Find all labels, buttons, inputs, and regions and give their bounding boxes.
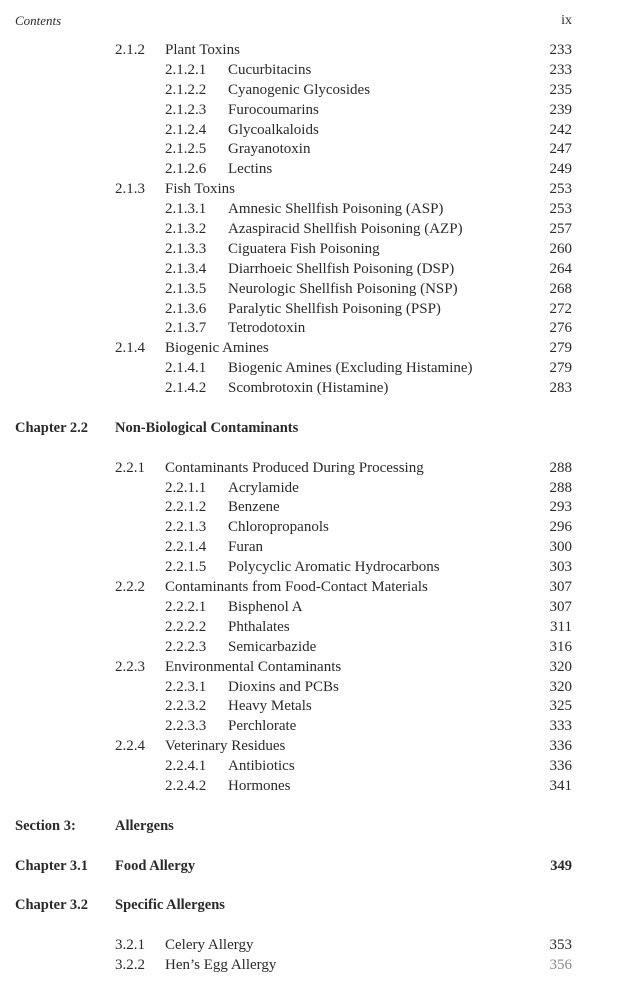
entry-page: 320 [549,658,572,675]
page-number: ix [561,13,572,28]
entry-number: 2.1.2.3 [165,101,207,118]
entry-page: 253 [549,201,572,218]
entry-title: Acrylamide [228,479,299,496]
entry-number: 2.1.3.1 [165,201,207,218]
entry-number: 2.2.3.2 [165,698,207,715]
spacer [0,916,617,936]
toc-entry[interactable] [0,578,617,598]
entry-page: 336 [549,758,572,775]
toc-entry[interactable] [0,737,617,757]
entry-number: 2.1.3 [115,181,145,198]
entry-number: 2.1.2.2 [165,81,207,98]
entry-title: Environmental Contaminants [165,658,342,675]
entry-number: 2.1.2 [115,42,145,58]
entry-title: Chloropropanols [228,519,329,536]
entry-title: Polycyclic Aromatic Hydrocarbons [228,559,440,576]
entry-title: Hen’s Egg Allergy [165,956,277,973]
entry-title: Allergens [115,817,174,834]
toc-entry[interactable] [0,678,617,698]
entry-page: 264 [549,260,572,277]
toc-entry[interactable] [0,339,617,359]
entry-page: 233 [549,61,572,78]
entry-number: 2.2.4 [115,738,145,755]
entry-title: Glycoalkaloids [228,121,319,138]
entry-number: Chapter 2.2 [15,419,89,436]
entry-page: 268 [549,280,572,297]
entry-number: 2.1.2.5 [165,141,207,158]
toc-entry[interactable] [0,757,617,777]
toc-chapter-entry[interactable] [0,857,617,877]
toc-entry[interactable] [0,101,617,121]
entry-title: Furocoumarins [228,101,319,118]
entry-title: Grayanotoxin [228,141,311,158]
running-header [15,13,572,33]
toc-entry[interactable] [0,41,617,61]
toc-entry[interactable] [0,61,617,81]
entry-page: 272 [549,300,572,317]
entry-number: 2.2.1.4 [165,539,207,556]
entry-title: Ciguatera Fish Poisoning [228,240,380,257]
entry-number: 2.2.2.2 [165,618,207,635]
entry-number: 2.1.3.4 [165,260,207,277]
toc-entry[interactable] [0,598,617,618]
entry-title: Biogenic Amines (Excluding Histamine) [228,360,473,377]
entry-page: 307 [549,579,572,596]
entry-title: Benzene [228,499,280,516]
entry-number: 2.2.1.5 [165,559,207,576]
entry-page: 303 [549,559,572,576]
entry-title: Azaspiracid Shellfish Poisoning (AZP) [228,221,463,238]
toc-entry[interactable] [0,697,617,717]
entry-page: 279 [549,340,572,357]
toc-chapter-entry[interactable] [0,419,617,439]
entry-number: 2.1.3.2 [165,221,207,238]
toc-entry[interactable] [0,618,617,638]
entry-number: 2.2.3.1 [165,678,207,695]
entry-page: 276 [549,320,572,337]
running-title: Contents [15,13,62,28]
entry-page: 260 [549,240,572,257]
entry-title: Furan [228,539,263,556]
entry-number: 2.2.1.1 [165,479,207,496]
toc-entry[interactable] [0,558,617,578]
entry-number: 2.1.3.6 [165,300,207,317]
spacer [0,399,617,419]
entry-title: Fish Toxins [165,181,235,198]
toc-entry[interactable] [0,498,617,518]
entry-title: Specific Allergens [115,897,225,914]
toc-entry[interactable] [0,479,617,499]
entry-page: 296 [549,519,572,536]
toc-entry[interactable] [0,359,617,379]
entry-title: Tetrodotoxin [228,320,306,337]
toc-chapter-entry[interactable] [0,817,617,837]
toc-entry[interactable] [0,240,617,260]
entry-page: 283 [549,380,572,397]
entry-number: 2.1.2.4 [165,121,207,138]
entry-title: Biogenic Amines [165,340,269,357]
entry-title: Plant Toxins [165,42,240,58]
entry-number: 2.2.3.3 [165,718,207,735]
entry-page: 311 [550,618,572,635]
entry-title: Bisphenol A [228,598,303,615]
entry-number: Chapter 3.2 [15,897,89,914]
entry-page: 288 [549,459,572,476]
entry-page: 320 [549,678,572,695]
entry-page: 333 [549,718,572,735]
entry-number: 2.2.4.1 [165,758,207,775]
entry-page: 356 [549,956,572,973]
entry-number: 2.2.1.2 [165,499,207,516]
entry-title: Contaminants from Food-Contact Materials [165,579,428,596]
toc-chapter-entry[interactable] [0,896,617,916]
entry-page: 349 [550,857,572,874]
entry-number: 2.1.4.1 [165,360,207,377]
entry-title: Neurologic Shellfish Poisoning (NSP) [228,280,458,297]
entry-number: 3.2.1 [115,937,145,954]
entry-title: Cucurbitacins [228,61,312,78]
entry-page: 341 [549,777,572,794]
entry-title: Food Allergy [115,857,196,874]
spacer [0,876,617,896]
entry-title: Dioxins and PCBs [228,678,339,695]
toc-entry[interactable] [0,459,617,479]
entry-title: Perchlorate [228,718,297,735]
toc-entry[interactable] [0,936,617,956]
entry-page: 235 [549,81,572,98]
entry-page: 253 [549,181,572,198]
entry-number: 2.1.3.5 [165,280,207,297]
entry-title: Lectins [228,161,273,178]
toc-entry[interactable] [0,777,617,797]
entry-title: Amnesic Shellfish Poisoning (ASP) [228,201,444,218]
entry-page: 247 [549,141,572,158]
toc-entry[interactable] [0,220,617,240]
entry-number: Chapter 3.1 [15,857,89,874]
entry-page: 279 [549,360,572,377]
entry-number: 2.1.2.1 [165,61,207,78]
entry-title: Paralytic Shellfish Poisoning (PSP) [228,300,441,317]
entry-page: 257 [549,221,572,238]
entry-title: Antibiotics [228,758,295,775]
toc-entry[interactable] [0,260,617,280]
entry-number: 2.2.1 [115,459,145,476]
entry-number: 2.2.3 [115,658,145,675]
toc-entry[interactable] [0,200,617,220]
toc-entry[interactable] [0,379,617,399]
entry-title: Diarrhoeic Shellfish Poisoning (DSP) [228,260,455,277]
entry-number: 2.2.4.2 [165,777,207,794]
entry-number: 2.2.2.1 [165,598,207,615]
table-of-contents [0,41,617,976]
entry-page: 316 [549,638,572,655]
entry-page: 233 [549,42,572,58]
entry-page: 239 [549,101,572,118]
entry-page: 293 [549,499,572,516]
entry-title: Non-Biological Contaminants [115,419,299,436]
toc-entry[interactable] [0,121,617,141]
entry-title: Heavy Metals [228,698,312,715]
entry-number: 2.1.4.2 [165,380,207,397]
entry-page: 336 [549,738,572,755]
entry-title: Veterinary Residues [165,738,286,755]
entry-number: 2.2.2 [115,579,145,596]
entry-page: 300 [549,539,572,556]
entry-title: Celery Allergy [165,937,254,954]
toc-entry[interactable] [0,319,617,339]
entry-number: 2.2.1.3 [165,519,207,536]
spacer [0,837,617,857]
entry-number: 2.1.3.3 [165,240,207,257]
entry-number: 2.1.3.7 [165,320,207,337]
toc-entry[interactable] [0,300,617,320]
toc-entry[interactable] [0,140,617,160]
entry-page: 325 [549,698,572,715]
entry-title: Scombrotoxin (Histamine) [228,380,389,397]
entry-page: 249 [549,161,572,178]
toc-entry[interactable] [0,717,617,737]
entry-number: 2.1.4 [115,340,145,357]
entry-title: Cyanogenic Glycosides [228,81,371,98]
toc-entry[interactable] [0,956,617,976]
entry-title: Contaminants Produced During Processing [165,459,424,476]
spacer [0,797,617,817]
entry-number: Section 3: [15,817,76,834]
toc-entry[interactable] [0,638,617,658]
entry-page: 288 [549,479,572,496]
toc-entry[interactable] [0,81,617,101]
entry-title: Semicarbazide [228,638,317,655]
entry-number: 2.2.2.3 [165,638,207,655]
entry-page: 353 [549,937,572,954]
entry-title: Hormones [228,777,291,794]
spacer [0,439,617,459]
entry-page: 307 [549,598,572,615]
toc-entry[interactable] [0,280,617,300]
entry-number: 3.2.2 [115,956,145,973]
toc-entry[interactable] [0,180,617,200]
entry-title: Phthalates [228,618,290,635]
toc-entry[interactable] [0,538,617,558]
entry-page: 242 [549,121,572,138]
toc-entry[interactable] [0,518,617,538]
toc-entry[interactable] [0,658,617,678]
entry-number: 2.1.2.6 [165,161,207,178]
toc-entry[interactable] [0,160,617,180]
